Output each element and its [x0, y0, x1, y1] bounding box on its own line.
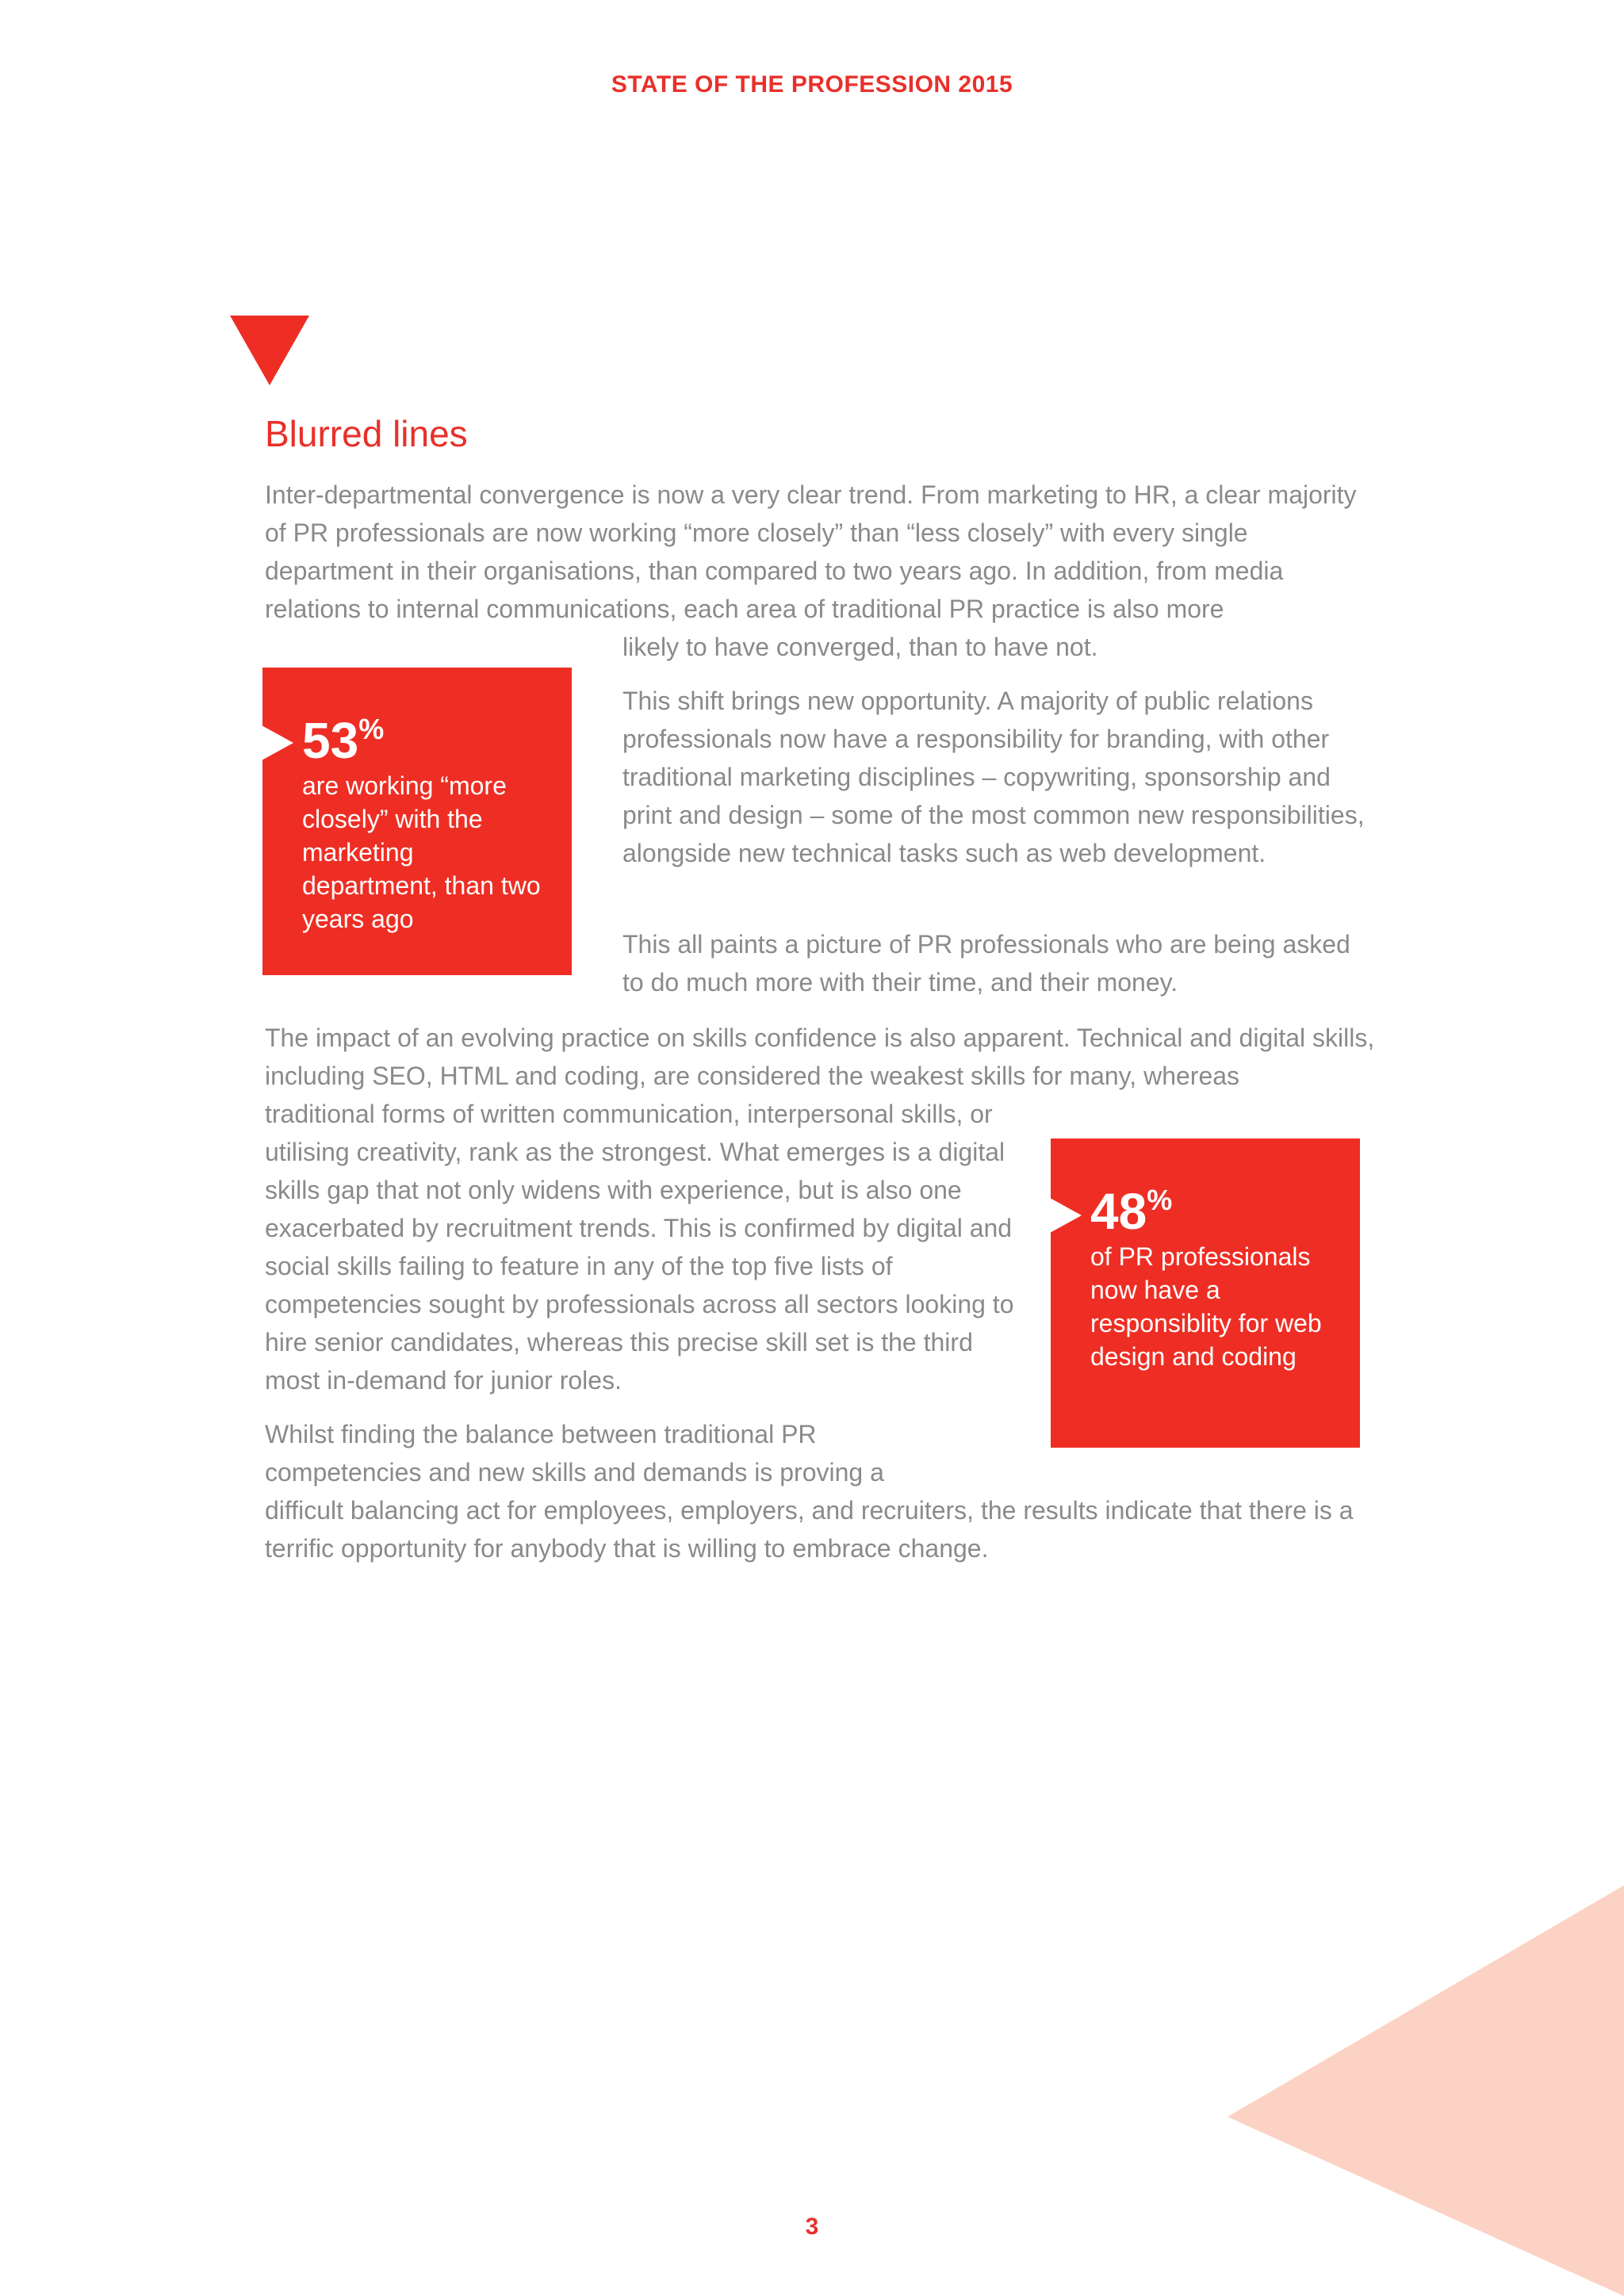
stat-description: of PR professionals now have a responsiblity for web design and coding: [1090, 1242, 1322, 1371]
stat-callout-marketing: [262, 668, 572, 975]
stat-callout-web-design: [1051, 1138, 1360, 1448]
callout-pointer: [1050, 1198, 1082, 1233]
paragraph-intro-continued: likely to have converged, than to have not.: [622, 633, 1098, 661]
paragraph-intro: Inter-departmental convergence is now a very clear trend. From marketing to HR, a clear majority of PR professionals are now working “more closely” than “less closely” with every single department in their organisations, than compared to two years ago. In addition, from media relations to internal communications, each area of traditional PR practice is also more: [265, 480, 1357, 623]
stat-value: [1090, 1183, 1173, 1240]
paragraph-summary: This all paints a picture of PR professionals who are being asked to do much more with their time, and their money.: [622, 930, 1350, 997]
running-header: STATE OF THE PROFESSION 2015: [611, 71, 1013, 98]
paragraph-skills: The impact of an evolving practice on skills confidence is also apparent. Technical and digital skills, including SEO, HTML and coding, are considered the weakest skills for many, whereas: [265, 1024, 1375, 1090]
stat-number: 53: [302, 712, 359, 769]
stat-number: 48: [1090, 1183, 1147, 1240]
callout-pointer: [262, 725, 293, 760]
triangle-down-icon: [230, 316, 309, 385]
paragraph-opportunity: This shift brings new opportunity. A majority of public relations professionals now have a responsibility for branding, with other traditional marketing disciplines – copywriting, sponsorship and print and design – some of the most common new responsibilities, alongside new technical tasks such as web development.: [622, 687, 1365, 867]
stat-unit: %: [1147, 1184, 1173, 1216]
paragraph-conclusion: Whilst finding the balance between traditional PR competencies and new skills and demands is proving a: [265, 1420, 884, 1487]
stat-unit: %: [358, 713, 385, 745]
stat-value: [302, 712, 385, 769]
stat-description: are working “more closely” with the marketing department, than two years ago: [302, 771, 541, 933]
paragraph-skills-continued: traditional forms of written communication, interpersonal skills, or utilising creativity, rank as the strongest. What emerges is a digital skills gap that not only widens with experience, but is also one exacerbated by recruitment trends. This is confirmed by digital and social skills failing to feature in any of the top five lists of competencies sought by professionals across all sectors looking to hire senior candidates, whereas this precise skill set is the third most in-demand for junior roles.: [265, 1100, 1014, 1395]
section-title: Blurred lines: [265, 413, 468, 454]
paragraph-conclusion-continued: difficult balancing act for employees, employers, and recruiters, the results indicate that there is a terrific opportunity for anybody that is willing to embrace change.: [265, 1496, 1354, 1563]
page-number: 3: [805, 2214, 819, 2240]
